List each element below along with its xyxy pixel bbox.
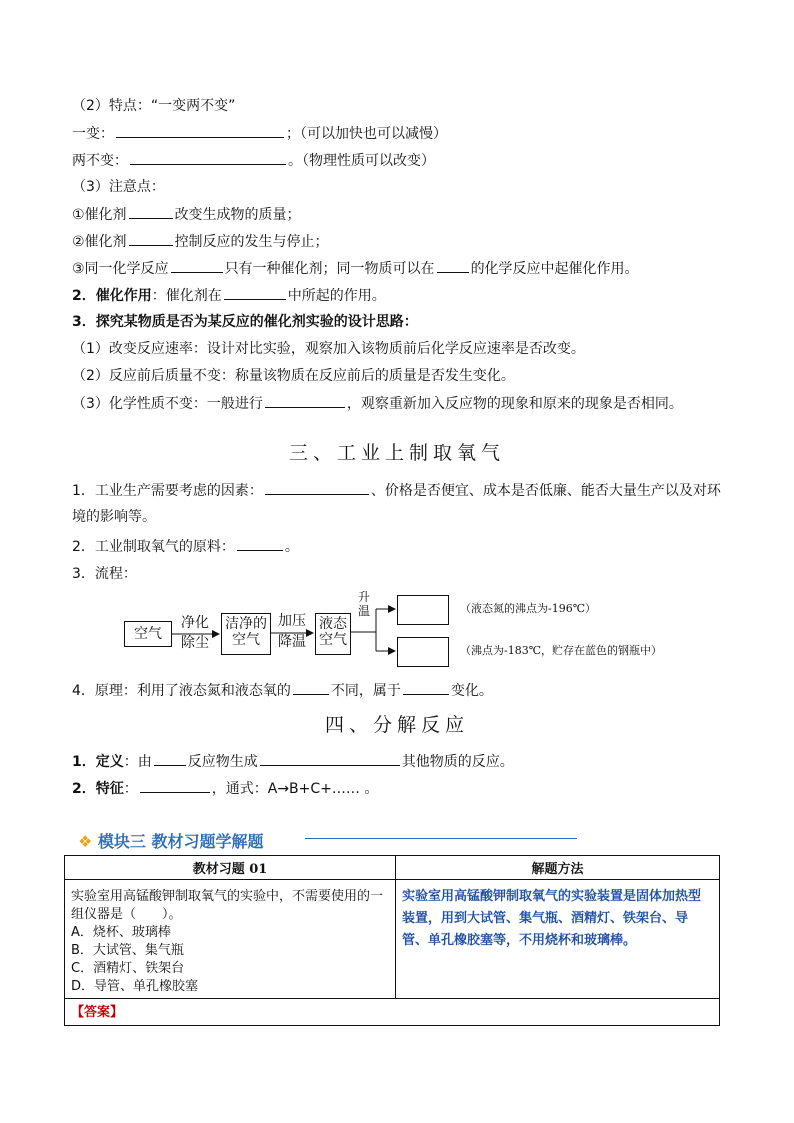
exercise-question: 实验室用高锰酸钾制取氧气的实验中，不需要使用的一组仪器是（ ）。	[71, 889, 384, 922]
flow-note-oxygen: （沸点为-183℃，贮存在蓝色的钢瓶中）	[460, 644, 663, 657]
option-b: B．大试管、集气瓶	[71, 943, 184, 958]
exercise-table	[64, 855, 720, 1026]
raw-material-line: 2．工业制取氧气的原料： 。	[72, 536, 299, 557]
blank	[154, 751, 186, 766]
feature-heading: （2）特点：“一变两不变”	[72, 98, 236, 114]
method-text: 实验室用高锰酸钾制取氧气的实验装置是固体加热型装置，用到大试管、集气瓶、酒精灯、铁架台、导管、单孔橡胶塞等，不用烧杯和玻璃棒。	[396, 880, 720, 999]
one-change-line: 一变： ；（可以加快也可以减慢）	[72, 123, 447, 144]
flow-box-liquid-air: 液态 空气	[315, 613, 351, 655]
experiment-step-3: （3）化学性质不变：一般进行 ，观察重新加入反应物的现象和原来的现象是否相同。	[72, 393, 683, 414]
double-chevron-icon: ❖	[78, 832, 93, 851]
note-line-1: ①催化剂 改变生成物的质量；	[72, 204, 301, 225]
module-title: 模块三 教材习题学解题	[97, 832, 264, 851]
option-d: D．导管、单孔橡胶塞	[71, 979, 199, 994]
catalysis-line: 2．催化作用：催化剂在 中所起的作用。	[72, 285, 386, 306]
exercise-header: 教材习题 01	[65, 856, 396, 880]
definition-line: 1．定义：由 反应物生成 其他物质的反应。	[72, 751, 514, 772]
blank	[403, 680, 449, 695]
experiment-step-1: （1）改变反应速率：设计对比实验，观察加入该物质前后化学反应速率是否改变。	[72, 341, 585, 357]
flow-label-pressurize: 加压	[278, 613, 306, 629]
flow-box-clean-air: 洁净的 空气	[221, 613, 271, 655]
flow-label-purify: 净化	[181, 615, 209, 631]
experiment-step-2: （2）反应前后质量不变：称量该物质在反应前后的质量是否发生变化。	[72, 368, 515, 384]
note-line-3: ③同一化学反应 只有一种催化剂；同一物质可以在 的化学反应中起催化作用。	[72, 258, 639, 279]
factors-line-cont: 境的影响等。	[72, 509, 156, 525]
module-divider	[305, 838, 577, 839]
two-unchanged-line: 两不变： 。（物理性质可以改变）	[72, 150, 435, 171]
process-heading: 3．流程：	[72, 566, 137, 582]
feature-line: 2．特征： ，通式：A→B+C+…… 。	[72, 778, 378, 799]
section-title-industrial-oxygen: 三、工业上制取氧气	[288, 442, 505, 464]
flow-label-cool: 降温	[278, 634, 306, 650]
note-line-2: ②催化剂 控制反应的发生与停止；	[72, 231, 329, 252]
factors-line: 1．工业生产需要考虑的因素： 、价格是否便宜、成本是否低廉、能否大量生产以及对环	[72, 480, 721, 501]
answer-cell	[65, 999, 720, 1026]
answer-label: 【答案】	[71, 1005, 124, 1020]
flow-label-heat-2: 温	[357, 604, 370, 618]
method-header: 解题方法	[396, 856, 720, 880]
blank	[293, 680, 329, 695]
notes-heading: （3）注意点：	[72, 179, 165, 195]
option-a: A．烧杯、玻璃棒	[71, 925, 171, 940]
exercise-question-cell	[65, 880, 396, 999]
blank	[140, 778, 210, 793]
section-title-decomposition: 四、分解反应	[324, 714, 469, 736]
flow-label-heat-1: 升	[357, 590, 370, 604]
flow-label-dedust: 除尘	[181, 635, 209, 651]
experiment-heading: 3．探究某物质是否为某反应的催化剂实验的设计思路：	[72, 314, 418, 330]
module-header	[78, 829, 264, 852]
flow-box-air: 空气	[124, 621, 172, 647]
flow-note-nitrogen: （液态氮的沸点为-196℃）	[460, 602, 597, 615]
option-c: C．酒精灯、铁架台	[71, 961, 185, 976]
principle-line: 4．原理：利用了液态氮和液态氧的 不同，属于 变化。	[72, 680, 493, 701]
blank	[260, 751, 400, 766]
